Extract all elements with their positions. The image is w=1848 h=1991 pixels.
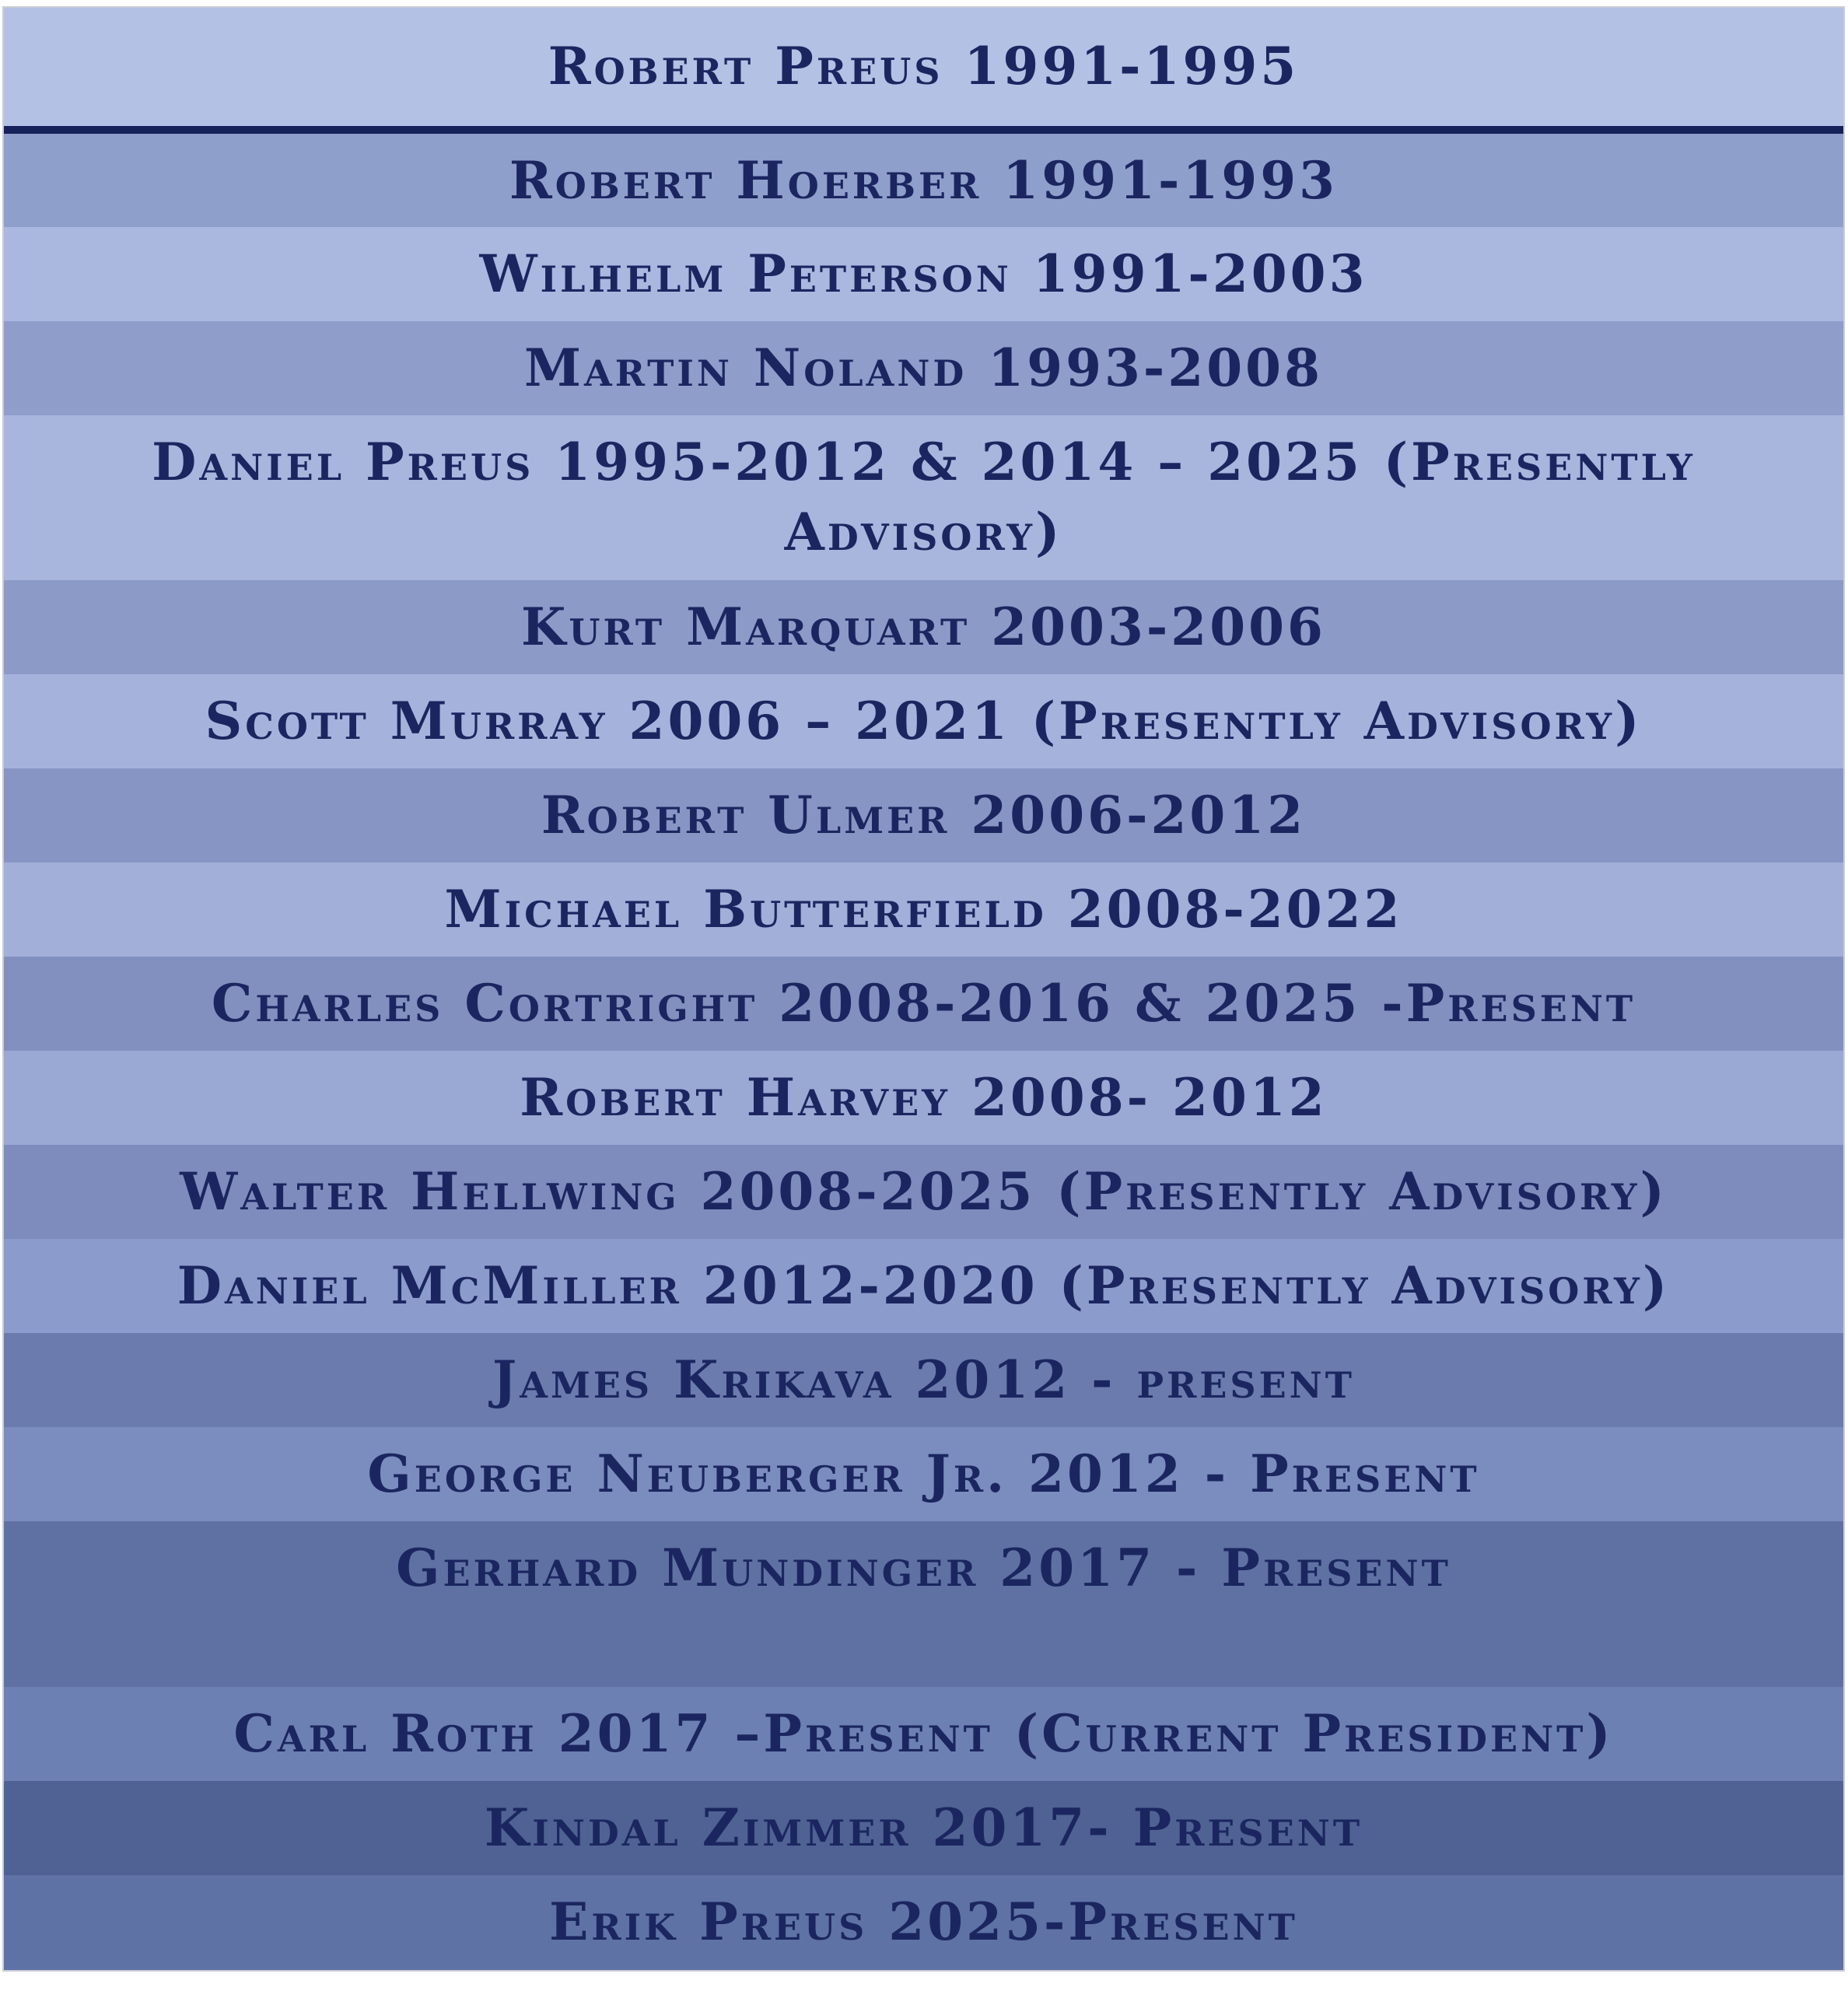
table-row [4, 1875, 1843, 1972]
row-label: Michael Butterfield 2008-2022 [444, 879, 1403, 940]
row-label: Gerhard Mundinger 2017 - Present [396, 1538, 1451, 1598]
header-title: Robert Preus 1991-1995 [548, 36, 1300, 96]
table-row [4, 1521, 1843, 1687]
row-label: Erik Preus 2025-Present [549, 1891, 1298, 1952]
table-row [4, 1427, 1843, 1521]
row-label: James Krikava 2012 - present [492, 1349, 1355, 1410]
table-row [4, 1239, 1843, 1333]
table-row [4, 415, 1843, 580]
row-label: Carl Roth 2017 –Present (Current President) [233, 1703, 1614, 1764]
table-row [4, 1051, 1843, 1145]
row-label: Wilhelm Peterson 1991-2003 [479, 243, 1368, 304]
table-row [4, 957, 1843, 1051]
row-label: Daniel McMiller 2012-2020 (Presently Advisory) [177, 1255, 1671, 1316]
row-label: Kurt Marquart 2003-2006 [521, 597, 1326, 657]
table-row [4, 227, 1843, 321]
header-divider [4, 126, 1843, 134]
table-row [4, 674, 1843, 768]
row-label: Kindal Zimmer 2017- Present [484, 1797, 1363, 1858]
row-label: Robert Ulmer 2006-2012 [541, 785, 1307, 845]
row-label: George Neuberger Jr. 2012 - Present [367, 1443, 1480, 1504]
table-row [4, 768, 1843, 863]
row-label: Robert Harvey 2008- 2012 [520, 1067, 1328, 1128]
table-row [4, 321, 1843, 415]
table-row [4, 580, 1843, 674]
table-row [4, 134, 1843, 227]
row-label: Charles Cortright 2008-2016 & 2025 -Present [211, 973, 1636, 1034]
row-label: Martin Noland 1993-2008 [523, 338, 1324, 398]
row-label: Walter Hellwing 2008-2025 (Presently Advisory) [180, 1161, 1668, 1222]
row-label: Robert Hoerber 1991-1993 [509, 150, 1339, 211]
table-row [4, 1781, 1843, 1875]
succession-table [2, 6, 1845, 1972]
header-row [4, 8, 1843, 126]
table-row [4, 1687, 1843, 1781]
table-row [4, 1145, 1843, 1239]
table-row [4, 1333, 1843, 1427]
row-label: Daniel Preus 1995-2012 & 2014 – 2025 (Presently Advisory) [152, 432, 1696, 562]
table-row [4, 863, 1843, 957]
row-label: Scott Murray 2006 – 2021 (Presently Advisory) [205, 691, 1643, 751]
